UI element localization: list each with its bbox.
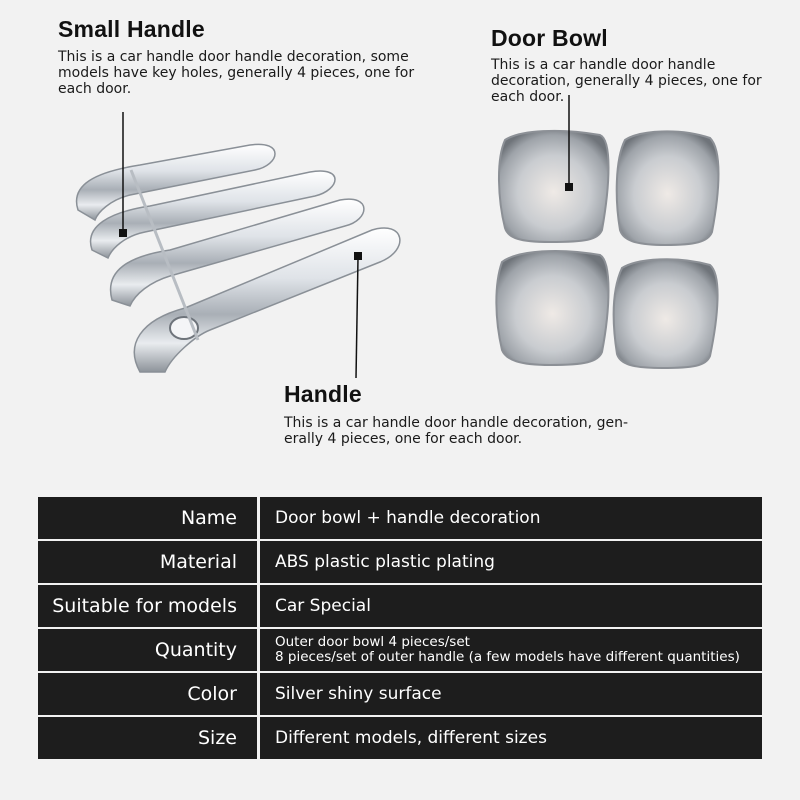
spec-label: Color — [38, 673, 257, 715]
spec-row-quantity — [38, 629, 762, 671]
small-handle-title: Small Handle — [58, 16, 205, 42]
spec-row-size — [38, 717, 762, 759]
door-bowl-description: This is a car handle door handle decoration, generally 4 pieces, one for each door. — [491, 57, 762, 105]
spec-row-suitable-models — [38, 585, 762, 627]
handle-description: This is a car handle door handle decoration, gen-erally 4 pieces, one for each door. — [284, 415, 628, 447]
spec-value: Car Special — [260, 585, 762, 627]
spec-value: ABS plastic plastic plating — [260, 541, 762, 583]
small-handle-description: This is a car handle door handle decoration, some models have key holes, generally 4 pieces, one for each door. — [58, 49, 415, 97]
spec-value: Different models, different sizes — [260, 717, 762, 759]
spec-table — [38, 497, 762, 759]
spec-value: Silver shiny surface — [260, 673, 762, 715]
spec-row-color — [38, 673, 762, 715]
door-bowls-image — [496, 131, 718, 368]
spec-row-name — [38, 497, 762, 539]
spec-label: Size — [38, 717, 257, 759]
spec-value — [260, 629, 762, 671]
spec-value-line-2: 8 pieces/set of outer handle (a few models have different quantities) — [275, 649, 740, 665]
spec-label: Suitable for models — [38, 585, 257, 627]
spec-value: Door bowl + handle decoration — [260, 497, 762, 539]
spec-row-material — [38, 541, 762, 583]
handle-title: Handle — [284, 381, 362, 407]
spec-label: Name — [38, 497, 257, 539]
spec-value-line-1: Outer door bowl 4 pieces/set — [275, 634, 470, 650]
spec-label: Material — [38, 541, 257, 583]
spec-label: Quantity — [38, 629, 257, 671]
door-bowl-title: Door Bowl — [491, 25, 608, 51]
handle-covers-image — [77, 144, 400, 372]
